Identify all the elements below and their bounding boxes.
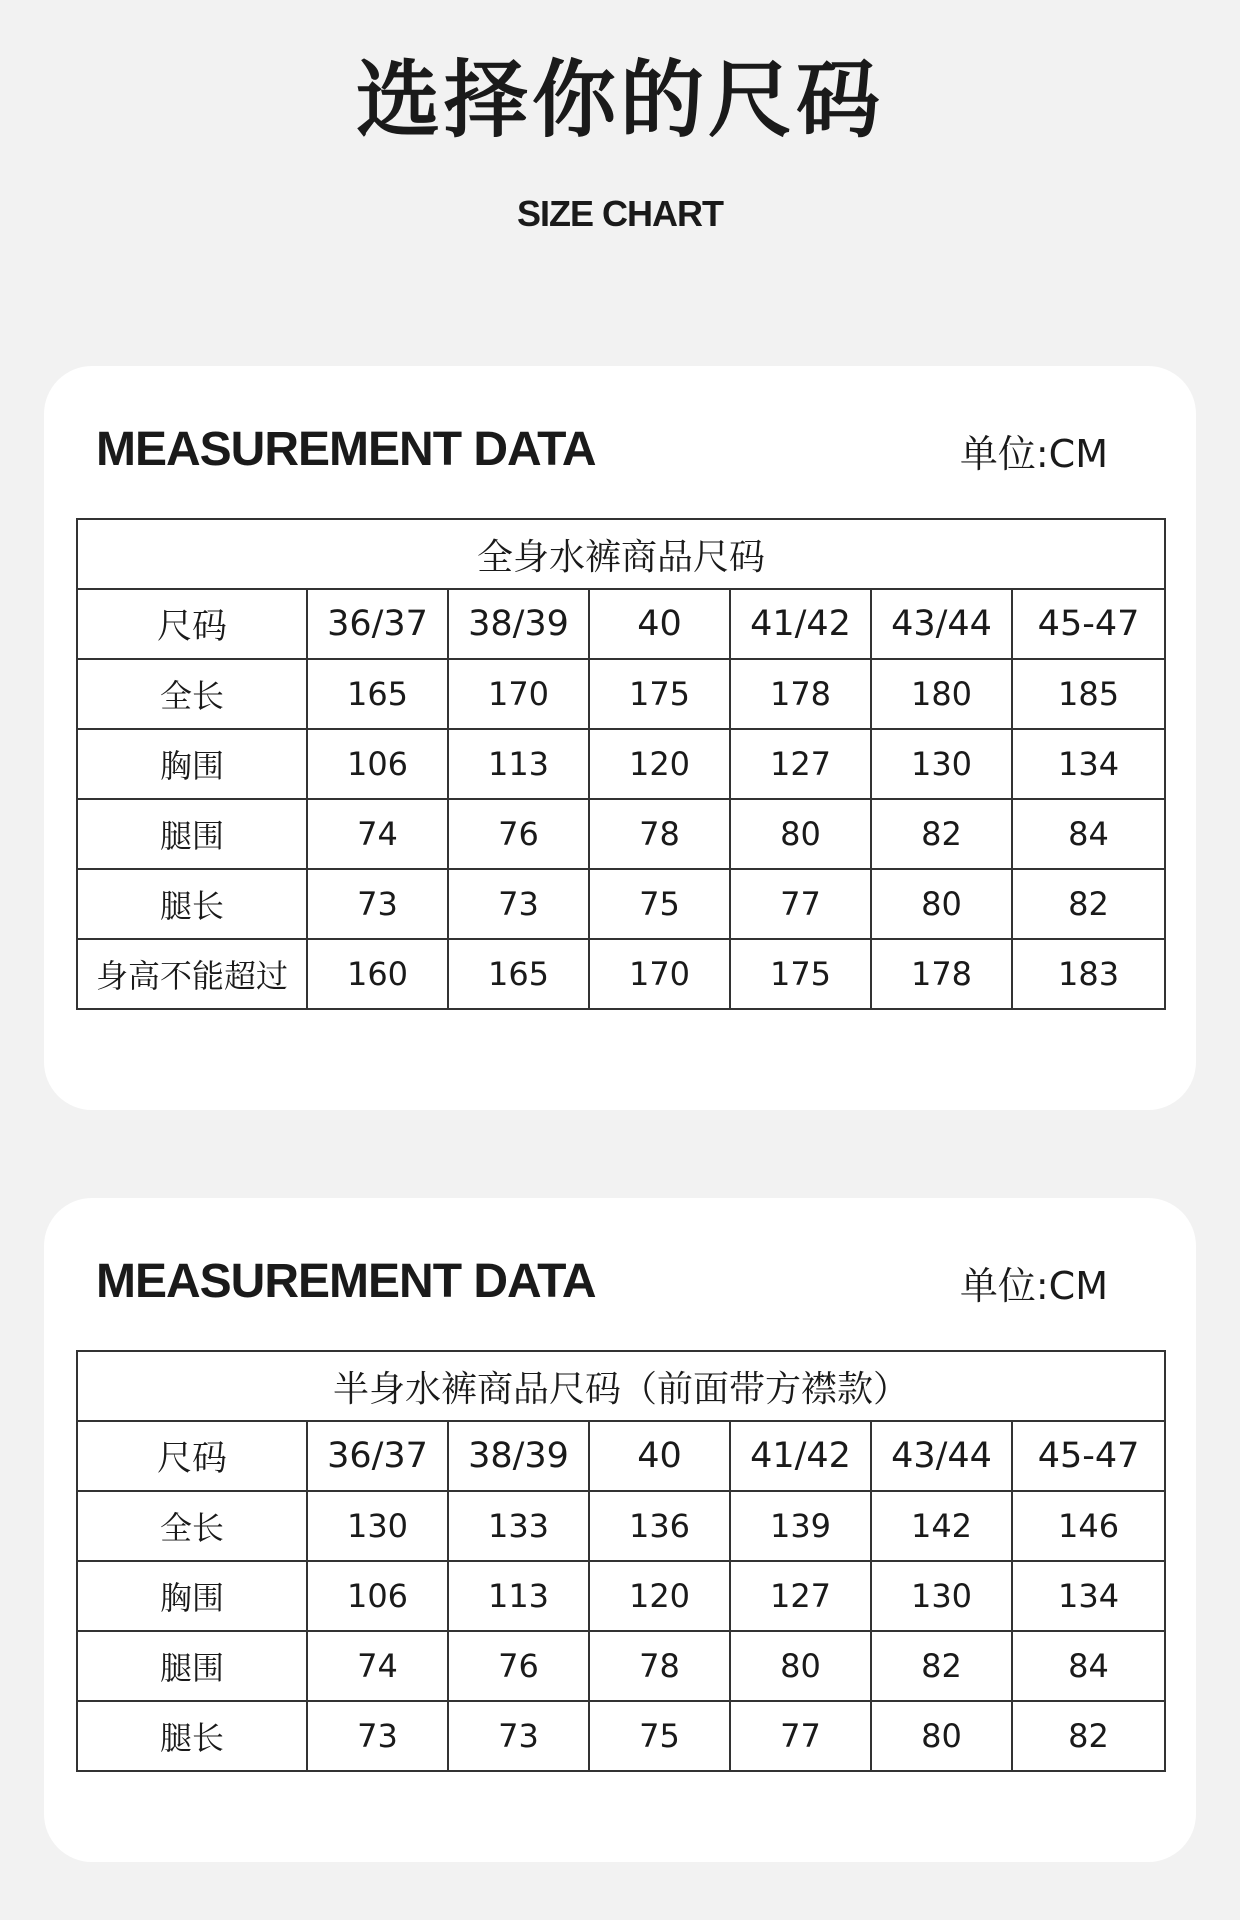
- header-cell: 45-47: [1012, 1421, 1165, 1491]
- table-cell: 142: [871, 1491, 1012, 1561]
- header-cell: 40: [589, 589, 730, 659]
- table-cell: 76: [448, 799, 589, 869]
- table-cell: 133: [448, 1491, 589, 1561]
- row-label: 腿围: [77, 1631, 307, 1701]
- header-cell: 尺码: [77, 589, 307, 659]
- table-row: [77, 1491, 1165, 1561]
- table-row: [77, 1561, 1165, 1631]
- table-caption: 半身水裤商品尺码（前面带方襟款）: [77, 1351, 1165, 1421]
- table-cell: 106: [307, 1561, 448, 1631]
- table-cell: 134: [1012, 729, 1165, 799]
- table-cell: 139: [730, 1491, 871, 1561]
- table-cell: 77: [730, 1701, 871, 1771]
- header-cell: 尺码: [77, 1421, 307, 1491]
- header-cell: 43/44: [871, 1421, 1012, 1491]
- table-cell: 75: [589, 1701, 730, 1771]
- table-cell: 84: [1012, 799, 1165, 869]
- table-cell: 130: [871, 1561, 1012, 1631]
- table-cell: 130: [307, 1491, 448, 1561]
- size-header-row: [77, 1421, 1165, 1491]
- table-row: [77, 729, 1165, 799]
- header-cell: 45-47: [1012, 589, 1165, 659]
- table-cell: 77: [730, 869, 871, 939]
- table-cell: 75: [589, 869, 730, 939]
- header-cell: 41/42: [730, 589, 871, 659]
- page-header: [0, 40, 1240, 234]
- table-cell: 73: [448, 1701, 589, 1771]
- table-cell: 80: [871, 1701, 1012, 1771]
- table-caption: 全身水裤商品尺码: [77, 519, 1165, 589]
- table-cell: 120: [589, 729, 730, 799]
- unit-label: 单位:CM: [959, 432, 1108, 476]
- row-label: 全长: [77, 659, 307, 729]
- header-cell: 41/42: [730, 1421, 871, 1491]
- table-cell: 73: [307, 869, 448, 939]
- table-row: [77, 939, 1165, 1009]
- table-cell: 183: [1012, 939, 1165, 1009]
- table-row: [77, 1701, 1165, 1771]
- table-cell: 175: [589, 659, 730, 729]
- header-cell: 43/44: [871, 589, 1012, 659]
- table-cell: 106: [307, 729, 448, 799]
- table-cell: 80: [730, 799, 871, 869]
- table-cell: 127: [730, 729, 871, 799]
- table-cell: 136: [589, 1491, 730, 1561]
- size-table-half-body: [76, 1350, 1166, 1772]
- table-cell: 76: [448, 1631, 589, 1701]
- table-cell: 178: [730, 659, 871, 729]
- table-cell: 134: [1012, 1561, 1165, 1631]
- table-cell: 82: [871, 1631, 1012, 1701]
- header-cell: 38/39: [448, 1421, 589, 1491]
- header-cell: 38/39: [448, 589, 589, 659]
- row-label: 身高不能超过: [77, 939, 307, 1009]
- size-table-full-body: [76, 518, 1166, 1010]
- table-cell: 127: [730, 1561, 871, 1631]
- table-row: [77, 799, 1165, 869]
- table-cell: 74: [307, 1631, 448, 1701]
- table-cell: 80: [871, 869, 1012, 939]
- row-label: 胸围: [77, 1561, 307, 1631]
- header-cell: 40: [589, 1421, 730, 1491]
- table-cell: 175: [730, 939, 871, 1009]
- table-cell: 170: [448, 659, 589, 729]
- table-cell: 74: [307, 799, 448, 869]
- table-cell: 80: [730, 1631, 871, 1701]
- unit-label: 单位:CM: [959, 1264, 1108, 1308]
- card-heading: MEASUREMENT DATA: [96, 423, 596, 476]
- table-cell: 82: [1012, 869, 1165, 939]
- table-cell: 178: [871, 939, 1012, 1009]
- table-cell: 185: [1012, 659, 1165, 729]
- table-cell: 170: [589, 939, 730, 1009]
- row-label: 腿长: [77, 869, 307, 939]
- table-caption-row: [77, 519, 1165, 589]
- row-label: 胸围: [77, 729, 307, 799]
- row-label: 全长: [77, 1491, 307, 1561]
- table-cell: 113: [448, 1561, 589, 1631]
- row-label: 腿围: [77, 799, 307, 869]
- page-subtitle: SIZE CHART: [517, 193, 723, 234]
- card-heading: MEASUREMENT DATA: [96, 1255, 596, 1308]
- table-cell: 73: [448, 869, 589, 939]
- table-row: [77, 869, 1165, 939]
- table-cell: 160: [307, 939, 448, 1009]
- table-cell: 165: [448, 939, 589, 1009]
- header-cell: 36/37: [307, 589, 448, 659]
- row-label: 腿长: [77, 1701, 307, 1771]
- table-cell: 146: [1012, 1491, 1165, 1561]
- page-title: 选择你的尺码: [355, 51, 884, 149]
- size-header-row: [77, 589, 1165, 659]
- header-cell: 36/37: [307, 1421, 448, 1491]
- table-cell: 180: [871, 659, 1012, 729]
- table-cell: 78: [589, 1631, 730, 1701]
- size-card-half-body: [44, 1198, 1196, 1862]
- table-cell: 82: [1012, 1701, 1165, 1771]
- table-cell: 84: [1012, 1631, 1165, 1701]
- size-card-full-body: [44, 366, 1196, 1110]
- table-cell: 78: [589, 799, 730, 869]
- table-cell: 165: [307, 659, 448, 729]
- table-cell: 113: [448, 729, 589, 799]
- table-cell: 120: [589, 1561, 730, 1631]
- table-cell: 73: [307, 1701, 448, 1771]
- table-cell: 130: [871, 729, 1012, 799]
- table-caption-row: [77, 1351, 1165, 1421]
- table-row: [77, 659, 1165, 729]
- table-row: [77, 1631, 1165, 1701]
- table-cell: 82: [871, 799, 1012, 869]
